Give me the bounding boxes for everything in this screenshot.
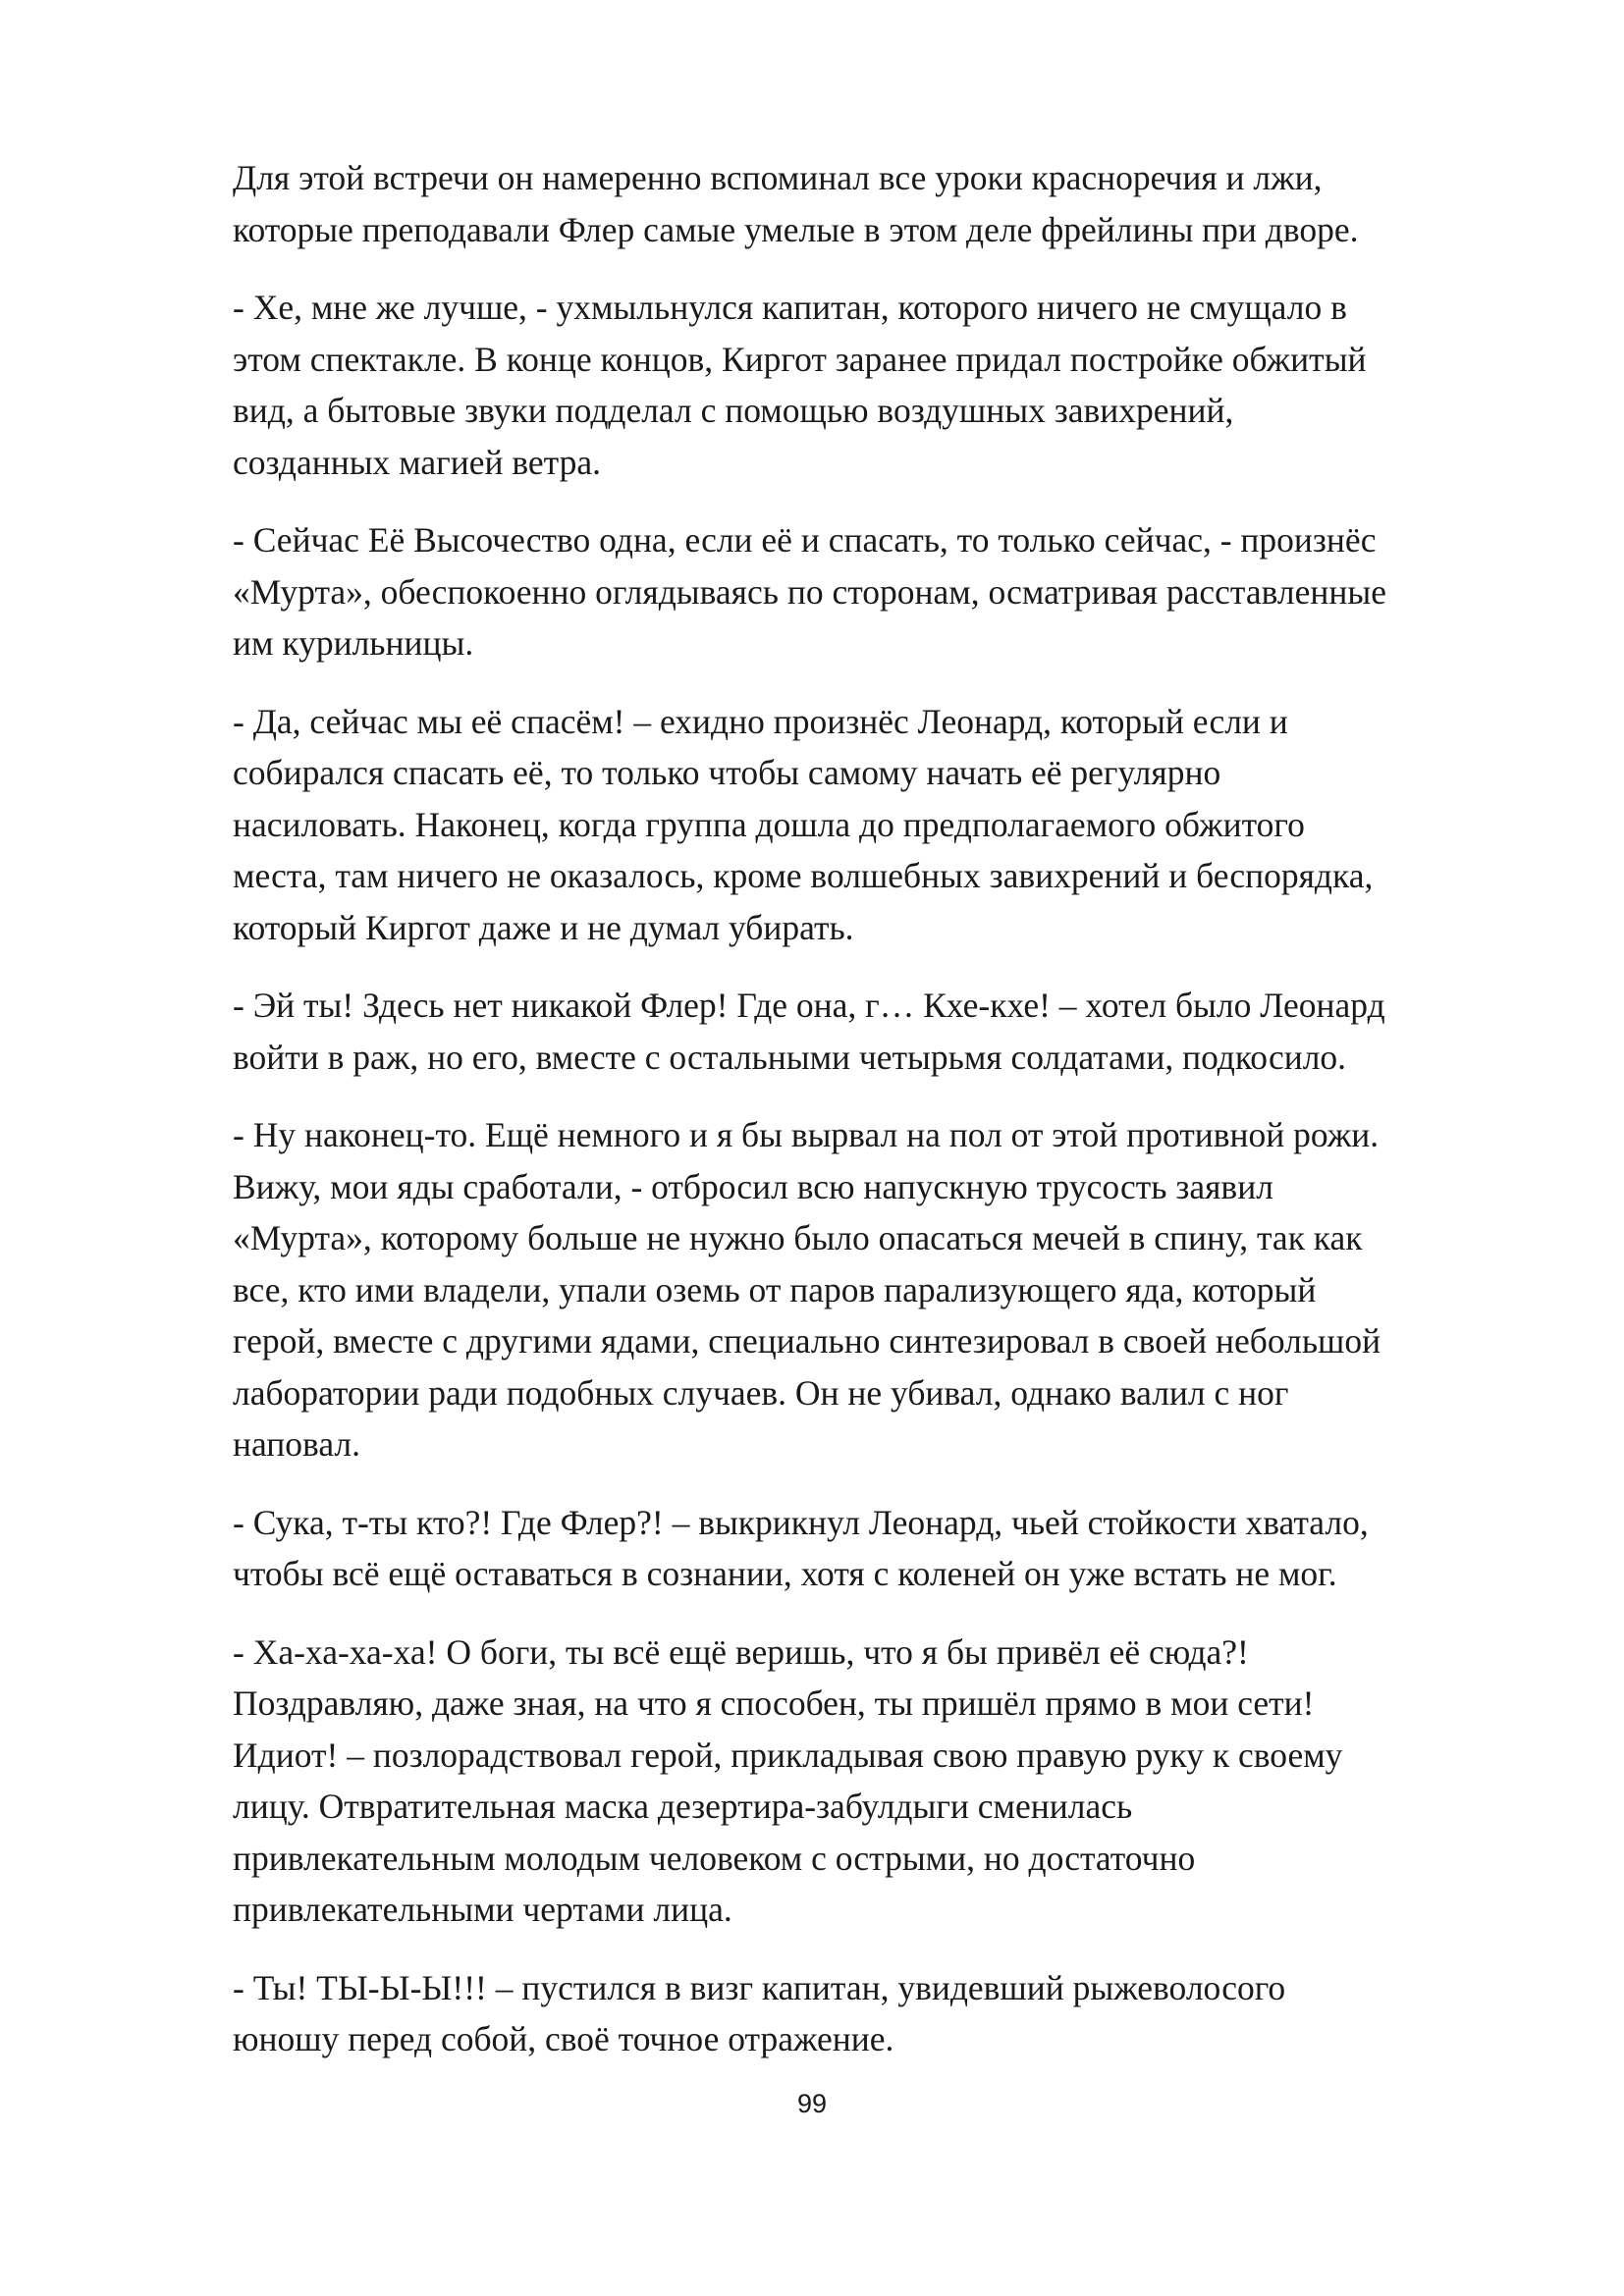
text-line: - Ты! ТЫ-Ы-Ы!!! – пустился в визг капитан, увидевший рыжеволосого <box>233 1967 1286 2007</box>
text-line: - Хе, мне же лучше, - ухмыльнулся капитан, которого ничего не смущало в <box>233 288 1347 327</box>
text-line: все, кто ими владели, упали оземь от паров парализующего яда, который <box>233 1269 1317 1309</box>
text-line: юношу перед собой, своё точное отражение. <box>233 2019 894 2058</box>
text-line: Для этой встречи он намеренно вспоминал все уроки красноречия и лжи, <box>233 158 1323 197</box>
text-line: «Мурта», обеспокоенно оглядываясь по сторонам, осматривая расставленные <box>233 571 1386 612</box>
text-line: «Мурта», которому больше не нужно было опасаться мечей в спину, так как <box>233 1218 1363 1257</box>
paragraph <box>233 1497 1539 1600</box>
text-line: привлекательными чертами лица. <box>233 1890 732 1929</box>
paragraph <box>233 514 1539 669</box>
text-line: наповал. <box>233 1424 360 1464</box>
text-line: Поздравляю, даже зная, на что я способен, ты пришёл прямо в мои сети! <box>233 1683 1315 1723</box>
text-line: чтобы всё ещё оставаться в сознании, хотя с коленей он уже встать не мог. <box>233 1554 1337 1593</box>
text-line: - Ха-ха-ха-ха! О боги, ты всё ещё веришь, что я бы привёл её сюда?! <box>233 1631 1249 1672</box>
paragraph <box>233 980 1539 1083</box>
text-line: который Киргот даже и не думал убирать. <box>233 907 854 947</box>
text-line: - Да, сейчас мы её спасём! – ехидно произнёс Леонард, который если и <box>233 701 1288 741</box>
paragraph <box>233 152 1539 255</box>
text-line: этом спектакле. В конце концов, Киргот заранее придал постройке обжитый <box>233 339 1367 379</box>
text-line: насиловать. Наконец, когда группа дошла до предполагаемого обжитого <box>233 804 1305 844</box>
paragraph <box>233 1627 1539 1936</box>
text-line: созданных магией ветра. <box>233 442 601 482</box>
page-number: 99 <box>796 2089 828 2118</box>
text-line: места, там ничего не оказалось, кроме волшебных завихрений и беспорядка, <box>233 856 1374 895</box>
paragraph <box>233 282 1539 488</box>
body-text <box>233 152 1539 2092</box>
paragraph <box>233 696 1539 954</box>
text-line: - Ну наконец-то. Ещё немного и я бы вырвал на пол от этой противной рожи. <box>233 1115 1380 1154</box>
text-line: им курильницы. <box>233 623 474 663</box>
text-line: которые преподавали Флер самые умелые в этом деле фрейлины при дворе. <box>233 209 1359 249</box>
text-line: - Сейчас Её Высочество одна, если её и спасать, то только сейчас, - произнёс <box>233 520 1377 560</box>
text-line: войти в раж, но его, вместе с остальными четырьмя солдатами, подкосило. <box>233 1037 1347 1077</box>
paragraph <box>233 1962 1539 2065</box>
text-line: привлекательным молодым человеком с острыми, но достаточно <box>233 1838 1196 1878</box>
text-line: Вижу, мои яды сработали, - отбросил всю напускную трусость заявил <box>233 1166 1273 1206</box>
text-line: Идиот! – позлорадствовал герой, прикладывая свою правую руку к своему <box>233 1735 1343 1775</box>
text-line: герой, вместе с другими ядами, специально синтезировал в своей небольшой <box>233 1321 1381 1361</box>
text-line: лаборатории ради подобных случаев. Он не убивал, однако валил с ног <box>233 1372 1289 1413</box>
text-line: - Эй ты! Здесь нет никакой Флер! Где она, г… Кхе-кхе! – хотел было Леонард <box>233 986 1385 1025</box>
text-line: собирался спасать её, то только чтобы самому начать её регулярно <box>233 753 1221 792</box>
paragraph <box>233 1109 1539 1470</box>
text-line: вид, а бытовые звуки подделал с помощью воздушных завихрений, <box>233 391 1234 430</box>
text-line: лицу. Отвратительная маска дезертира-забулдыги сменилась <box>233 1787 1133 1826</box>
text-line: - Сука, т-ты кто?! Где Флер?! – выкрикнул Леонард, чьей стойкости хватало, <box>233 1502 1369 1542</box>
